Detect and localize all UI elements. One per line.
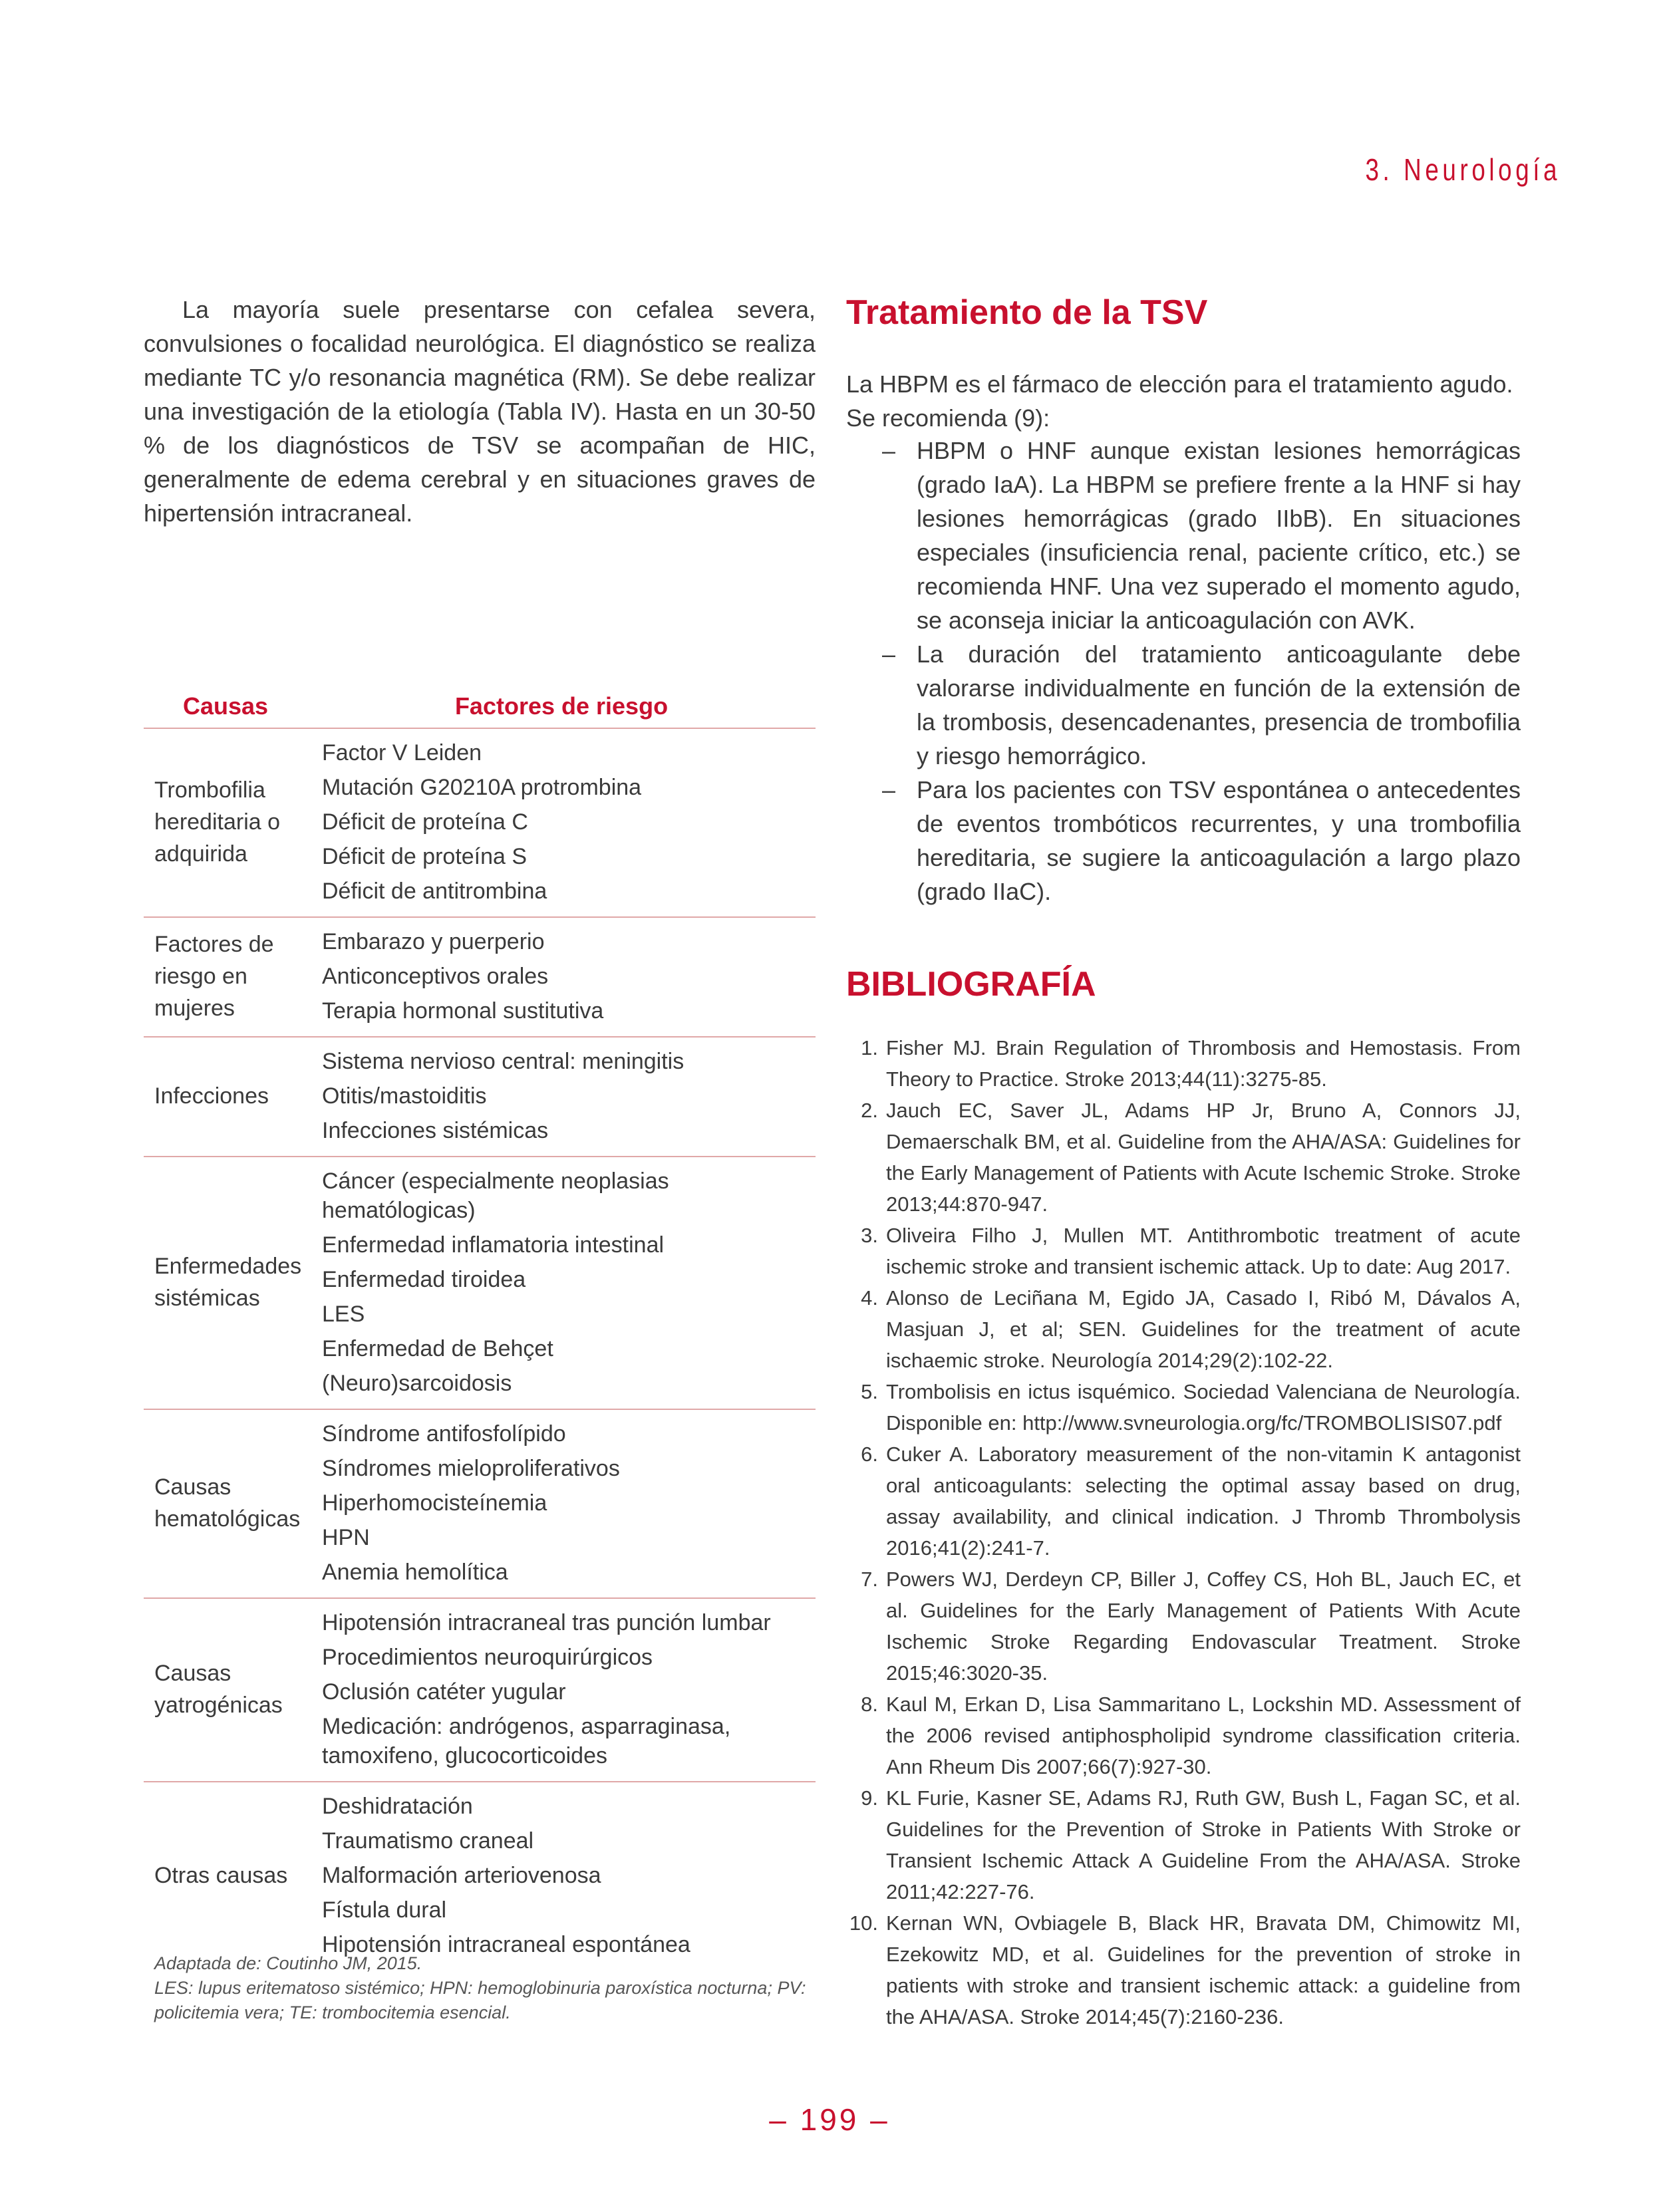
risk-factor-item: Embarazo y puerperio — [322, 929, 545, 954]
factors-cell — [307, 924, 816, 1028]
reference-text: KL Furie, Kasner SE, Adams RJ, Ruth GW, Bush L, Fagan SC, et al. Guidelines for the Prevention of Stroke in Patients With Stroke or Transient Ischemic Attack A Guideline From the AHA/ASA. Stroke 2011;42:227-76. — [886, 1786, 1521, 1903]
risk-factor-item: Traumatismo craneal — [322, 1828, 534, 1854]
reference-number: 4. — [861, 1286, 878, 1310]
risk-factor-item: Mutación G20210A protrombina — [322, 775, 642, 800]
cause-cell: Enfermedades sistémicas — [154, 1254, 302, 1311]
risk-factor-item: Fístula dural — [322, 1897, 447, 1923]
risk-factor-item: Enfermedad de Behçet — [322, 1336, 553, 1361]
table-note-source: Adaptada de: Coutinho JM, 2015. — [154, 1953, 422, 1973]
table-row — [144, 1597, 816, 1781]
treatment-item — [846, 434, 1521, 637]
reference-number: 3. — [861, 1224, 878, 1247]
bibliography-item — [846, 1032, 1521, 1095]
bibliography-heading: BIBLIOGRAFÍA — [846, 965, 1096, 1004]
risk-factor-item: Procedimientos neuroquirúrgicos — [322, 1645, 653, 1670]
risk-factor-item: Malformación arteriovenosa — [322, 1863, 601, 1888]
treatment-item — [846, 637, 1521, 773]
table-note-abbreviations: LES: lupus eritematoso sistémico; HPN: hemoglobinuria paroxística nocturna; PV: policitemia vera; TE: trombocitemia esencial. — [154, 1978, 806, 2022]
bibliography-item — [846, 1376, 1521, 1439]
risk-factor-item: Hiperhomocisteínemia — [322, 1490, 547, 1516]
treatment-heading: Tratamiento de la TSV — [846, 293, 1208, 332]
factors-cell — [307, 1044, 816, 1148]
reference-text: Kaul M, Erkan D, Lisa Sammaritano L, Lockshin MD. Assessment of the 2006 revised antiphospholipid syndrome classification criteria. Ann Rheum Dis 2007;66(7):927-30. — [886, 1693, 1521, 1778]
treatment-item — [846, 773, 1521, 908]
risk-factor-item: Otitis/mastoiditis — [322, 1083, 487, 1109]
page-number: – 199 – — [769, 2102, 890, 2137]
reference-number: 6. — [861, 1443, 878, 1466]
factors-cell — [307, 1789, 816, 1962]
risk-factor-item: Infecciones sistémicas — [322, 1118, 549, 1143]
table-row — [144, 1036, 816, 1156]
risk-factor-item: Enfermedad tiroidea — [322, 1267, 526, 1292]
factors-cell — [307, 1417, 816, 1590]
bibliography-item — [846, 1564, 1521, 1689]
treatment-item-text: La duración del tratamiento anticoagulante debe valorarse individualmente en función de la extensión de la trombosis, desencadenantes, presencia de trombofilia y riesgo hemorrágico. — [917, 640, 1521, 769]
reference-text: Trombolisis en ictus isquémico. Sociedad Valenciana de Neurología. Disponible en: http://www.svneurologia.org/fc/TROMBOLISIS07.pdf — [886, 1380, 1521, 1435]
risk-factor-item: LES — [322, 1302, 365, 1327]
reference-number: 7. — [861, 1568, 878, 1591]
risk-factor-item: Deshidratación — [322, 1794, 473, 1819]
cause-cell: Otras causas — [154, 1863, 288, 1888]
left-column — [144, 293, 816, 530]
reference-number: 10. — [849, 1911, 878, 1935]
bibliography-item — [846, 1782, 1521, 1907]
risk-factor-item: (Neuro)sarcoidosis — [322, 1371, 512, 1396]
column-header-causes: Causas — [182, 692, 269, 720]
table-row — [144, 728, 816, 916]
risk-factor-item: Sistema nervioso central: meningitis — [322, 1049, 684, 1074]
causes-table — [144, 685, 816, 1970]
dash-bullet: – — [882, 437, 896, 464]
risk-factor-item: Cáncer (especialmente neoplasias hematólogicas) — [322, 1169, 669, 1223]
risk-factor-item: HPN — [322, 1525, 370, 1550]
risk-factor-item: Déficit de proteína S — [322, 844, 528, 869]
risk-factor-item: Anticonceptivos orales — [322, 964, 549, 989]
reference-number: 1. — [861, 1036, 878, 1059]
intro-paragraph: La mayoría suele presentarse con cefalea severa, convulsiones o focalidad neurológica. El diagnóstico se realiza mediante TC y/o resonancia magnética (RM). Se debe realizar una investigación de la etiología (Tabla IV). Hasta en un 30-50 % de los diagnósticos de TSV se acompañan de HIC, generalmente de edema cerebral y en situaciones graves de hipertensión intracraneal. — [144, 296, 816, 527]
cause-cell: Causas hematológicas — [154, 1474, 301, 1532]
risk-factor-item: Hipotensión intracraneal tras punción lumbar — [322, 1610, 771, 1635]
factors-cell — [307, 736, 816, 908]
reference-number: 5. — [861, 1380, 878, 1403]
risk-factor-item: Anemia hemolítica — [322, 1560, 508, 1585]
bibliography-list — [846, 1032, 1521, 2032]
reference-number: 2. — [861, 1099, 878, 1122]
risk-factor-item: Enfermedad inflamatoria intestinal — [322, 1232, 665, 1258]
bibliography-item — [846, 1689, 1521, 1782]
risk-factor-item: Factor V Leiden — [322, 740, 482, 765]
reference-text: Jauch EC, Saver JL, Adams HP Jr, Bruno A, Connors JJ, Demaerschalk BM, et al. Guideline from the AHA/ASA: Guidelines for the Early Management of Patients with Acute Ischemic Stroke. Stroke 2013;44:870-947. — [886, 1099, 1521, 1216]
table-row — [144, 1781, 816, 1970]
column-header-factors: Factores de riesgo — [454, 692, 669, 720]
reference-number: 9. — [861, 1786, 878, 1810]
table-header-row — [144, 685, 816, 728]
treatment-list — [846, 434, 1521, 908]
cause-cell: Trombofilia hereditaria o adquirida — [154, 777, 281, 867]
reference-text: Fisher MJ. Brain Regulation of Thrombosis and Hemostasis. From Theory to Practice. Stroke 2013;44(11):3275-85. — [886, 1036, 1521, 1091]
cause-cell: Causas yatrogénicas — [154, 1661, 283, 1718]
reference-number: 8. — [861, 1693, 878, 1716]
reference-text: Alonso de Leciñana M, Egido JA, Casado I, Ribó M, Dávalos A, Masjuan J, et al; SEN. Guidelines for the treatment of acute ischaemic stroke. Neurología 2014;29(2):102-22. — [886, 1286, 1521, 1372]
treatment-item-text: HBPM o HNF aunque existan lesiones hemorrágicas (grado IaA). La HBPM se prefiere frente a la HNF si hay lesiones hemorrágicas (grado IIbB). En situaciones especiales (insuficiencia renal, paciente crítico, etc.) se recomienda HNF. Una vez superado el momento agudo, se aconseja iniciar la anticoagulación con AVK. — [917, 437, 1521, 634]
risk-factor-item: Síndromes mieloproliferativos — [322, 1456, 620, 1481]
table-row — [144, 916, 816, 1036]
cause-cell: Factores de riesgo en mujeres — [154, 932, 274, 1021]
table-body — [144, 728, 816, 1970]
treatment-intro: La HBPM es el fármaco de elección para el tratamiento agudo. Se recomienda (9): — [846, 370, 1513, 432]
dash-bullet: – — [882, 640, 896, 668]
risk-factor-item: Hipotensión intracraneal espontánea — [322, 1932, 690, 1957]
reference-text: Oliveira Filho J, Mullen MT. Antithrombotic treatment of acute ischemic stroke and transient ischemic attack. Up to date: Aug 2017. — [886, 1224, 1521, 1278]
reference-text: Cuker A. Laboratory measurement of the non-vitamin K antagonist oral anticoagulants: selecting the optimal assay based on drug, assay availability, and clinical indication. J Thromb Thrombolysis 2016;41(2):241-7. — [886, 1443, 1521, 1560]
table-row — [144, 1156, 816, 1409]
risk-factor-item: Oclusión catéter yugular — [322, 1679, 566, 1705]
dash-bullet: – — [882, 776, 896, 803]
reference-text: Kernan WN, Ovbiagele B, Black HR, Bravata DM, Chimowitz MI, Ezekowitz MD, et al. Guidelines for the prevention of stroke in patients with stroke and transient ischemic attack: a guideline from the AHA/ASA. Stroke 2014;45(7):2160-236. — [886, 1911, 1521, 2028]
factors-cell — [307, 1605, 816, 1773]
bibliography-item — [846, 1095, 1521, 1220]
risk-factor-item: Síndrome antifosfolípido — [322, 1421, 566, 1447]
treatment-item-text: Para los pacientes con TSV espontánea o antecedentes de eventos trombóticos recurrentes, y una trombofilia hereditaria, se sugiere la anticoagulación a largo plazo (grado IIaC). — [917, 776, 1521, 905]
bibliography-item — [846, 1439, 1521, 1564]
table-note — [154, 1951, 813, 2025]
bibliography-item — [846, 1907, 1521, 2032]
bibliography-item — [846, 1220, 1521, 1282]
cause-cell: Infecciones — [154, 1083, 269, 1109]
risk-factor-item: Terapia hormonal sustitutiva — [322, 998, 604, 1024]
table-row — [144, 1409, 816, 1597]
bibliography-item — [846, 1282, 1521, 1376]
factors-cell — [307, 1164, 816, 1401]
risk-factor-item: Déficit de proteína C — [322, 809, 528, 835]
risk-factor-item: Medicación: andrógenos, asparraginasa, tamoxifeno, glucocorticoides — [322, 1714, 731, 1768]
section-header: 3. Neurología — [1365, 152, 1561, 187]
risk-factor-item: Déficit de antitrombina — [322, 879, 547, 904]
reference-text: Powers WJ, Derdeyn CP, Biller J, Coffey CS, Hoh BL, Jauch EC, et al. Guidelines for the Early Management of Patients With Acute Ischemic Stroke Regarding Endovascular Treatment. Stroke 2015;46:3020-35. — [886, 1568, 1521, 1685]
